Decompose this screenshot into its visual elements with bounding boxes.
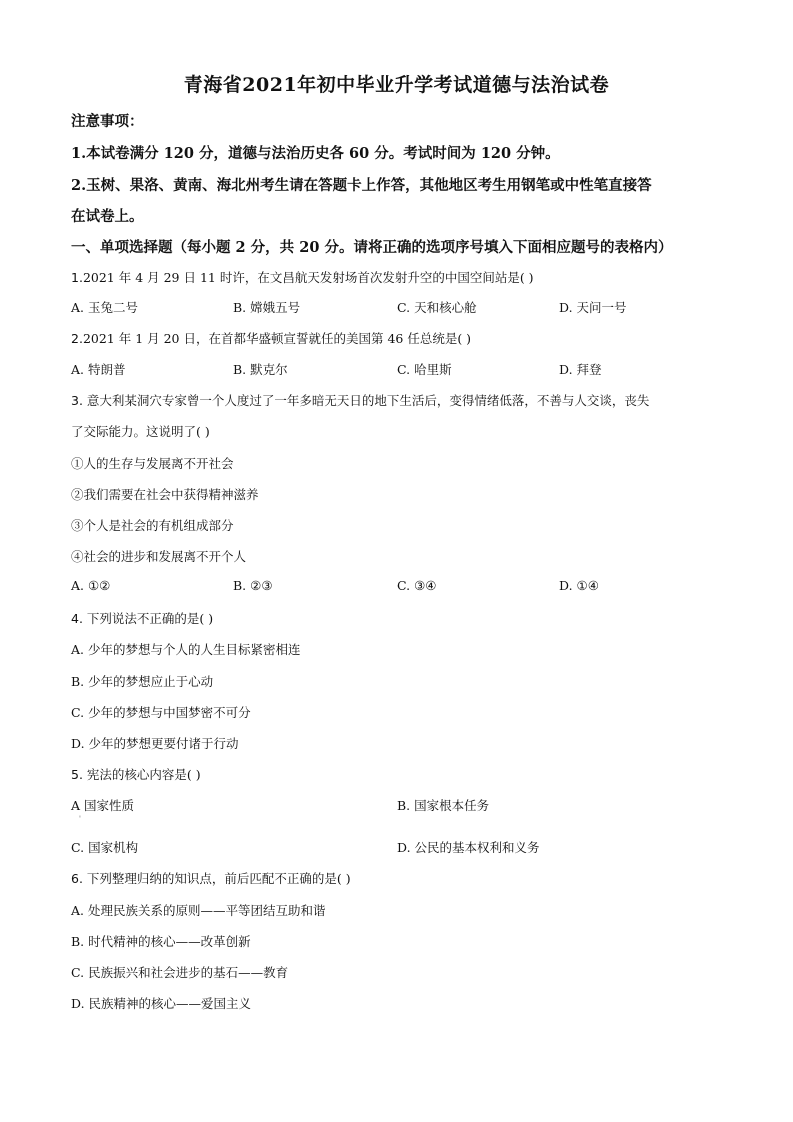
question-number: 6.: [71, 871, 83, 886]
q3-option-c: C. ③④: [397, 578, 437, 593]
q2-option-d: D. 拜登: [559, 362, 602, 377]
q1-option-a: A. 玉兔二号: [71, 300, 138, 315]
question-stem-line-1: 意大利某洞穴专家曾一个人度过了一年多暗无天日的地下生活后，变得情绪低落，不善与人交谈，丧失: [86, 393, 650, 408]
q3-option-b: B. ②③: [233, 578, 273, 593]
q3-option-a: A. ①②: [71, 578, 111, 593]
question-number: 5.: [71, 767, 83, 782]
question-1: [71, 268, 534, 286]
q6-option-b: B. 时代精神的核心——改革创新: [71, 934, 251, 949]
question-number: 1.: [71, 270, 83, 285]
q5-option-d: D. 公民的基本权利和义务: [397, 840, 540, 855]
question-stem: 2021 年 4 月 29 日 11 时许，在文昌航天发射场首次发射升空的中国空间站是( ): [82, 270, 534, 285]
notice-item-1: 1.本试卷满分 120 分，道德与法治历史各 60 分。考试时间为 120 分钟。: [71, 145, 560, 162]
question-6: [71, 869, 351, 887]
question-3: [71, 391, 649, 409]
q5-option-c: C. 国家机构: [71, 840, 139, 855]
notice-heading: 注意事项：: [71, 113, 144, 130]
question-stem: 下列整理归纳的知识点，前后匹配不正确的是( ): [86, 871, 351, 886]
q3-statement-2: ②我们需要在社会中获得精神滋养: [71, 487, 259, 502]
q2-option-c: C. 哈里斯: [397, 362, 452, 377]
q1-option-b: B. 嫦娥五号: [233, 300, 301, 315]
question-4: [71, 609, 213, 627]
question-number: 3.: [71, 393, 83, 408]
exam-title: 青海省2021年初中毕业升学考试道德与法治试卷: [183, 74, 610, 96]
q4-option-a: A. 少年的梦想与个人的人生目标紧密相连: [71, 642, 301, 657]
q1-option-c: C. 天和核心舱: [397, 300, 477, 315]
q6-option-a: A. 处理民族关系的原则——平等团结互助和谐: [71, 903, 326, 918]
q2-option-a: A. 特朗普: [71, 362, 126, 377]
section-heading: 一、单项选择题（每小题 2 分，共 20 分。请将正确的选项序号填入下面相应题号的表格内）: [71, 239, 673, 256]
q3-option-d: D. ①④: [559, 578, 599, 593]
question-5: [71, 765, 201, 783]
q5-option-b: B. 国家根本任务: [397, 798, 490, 813]
q3-statement-1: ①人的生存与发展离不开社会: [71, 456, 234, 471]
question-number: 2.: [71, 331, 83, 346]
question-stem: 下列说法不正确的是( ): [86, 611, 214, 626]
stray-mark: ': [79, 815, 81, 823]
question-2: [71, 329, 471, 347]
q5-option-a: A 国家性质: [71, 798, 135, 813]
q2-option-b: B. 默克尔: [233, 362, 288, 377]
question-stem: 2021 年 1 月 20 日，在首都华盛顿宣誓就任的美国第 46 任总统是( ): [82, 331, 472, 346]
q3-statement-4: ④社会的进步和发展离不开个人: [71, 549, 247, 564]
notice-item-2: 2.玉树、果洛、黄南、海北州考生请在答题卡上作答，其他地区考生用钢笔或中性笔直接答: [71, 177, 652, 194]
notice-item-2-cont: 在试卷上。: [71, 208, 144, 225]
question-stem: 宪法的核心内容是( ): [86, 767, 201, 782]
q4-option-c: C. 少年的梦想与中国梦密不可分: [71, 705, 251, 720]
question-number: 4.: [71, 611, 83, 626]
q4-option-d: D. 少年的梦想更要付诸于行动: [71, 736, 239, 751]
q6-option-d: D. 民族精神的核心——爱国主义: [71, 996, 252, 1011]
question-3-stem-line-2: 了交际能力。这说明了( ): [71, 424, 210, 439]
q6-option-c: C. 民族振兴和社会进步的基石——教育: [71, 965, 289, 980]
q3-statement-3: ③个人是社会的有机组成部分: [71, 518, 234, 533]
q1-option-d: D. 天问一号: [559, 300, 627, 315]
q4-option-b: B. 少年的梦想应止于心动: [71, 674, 214, 689]
